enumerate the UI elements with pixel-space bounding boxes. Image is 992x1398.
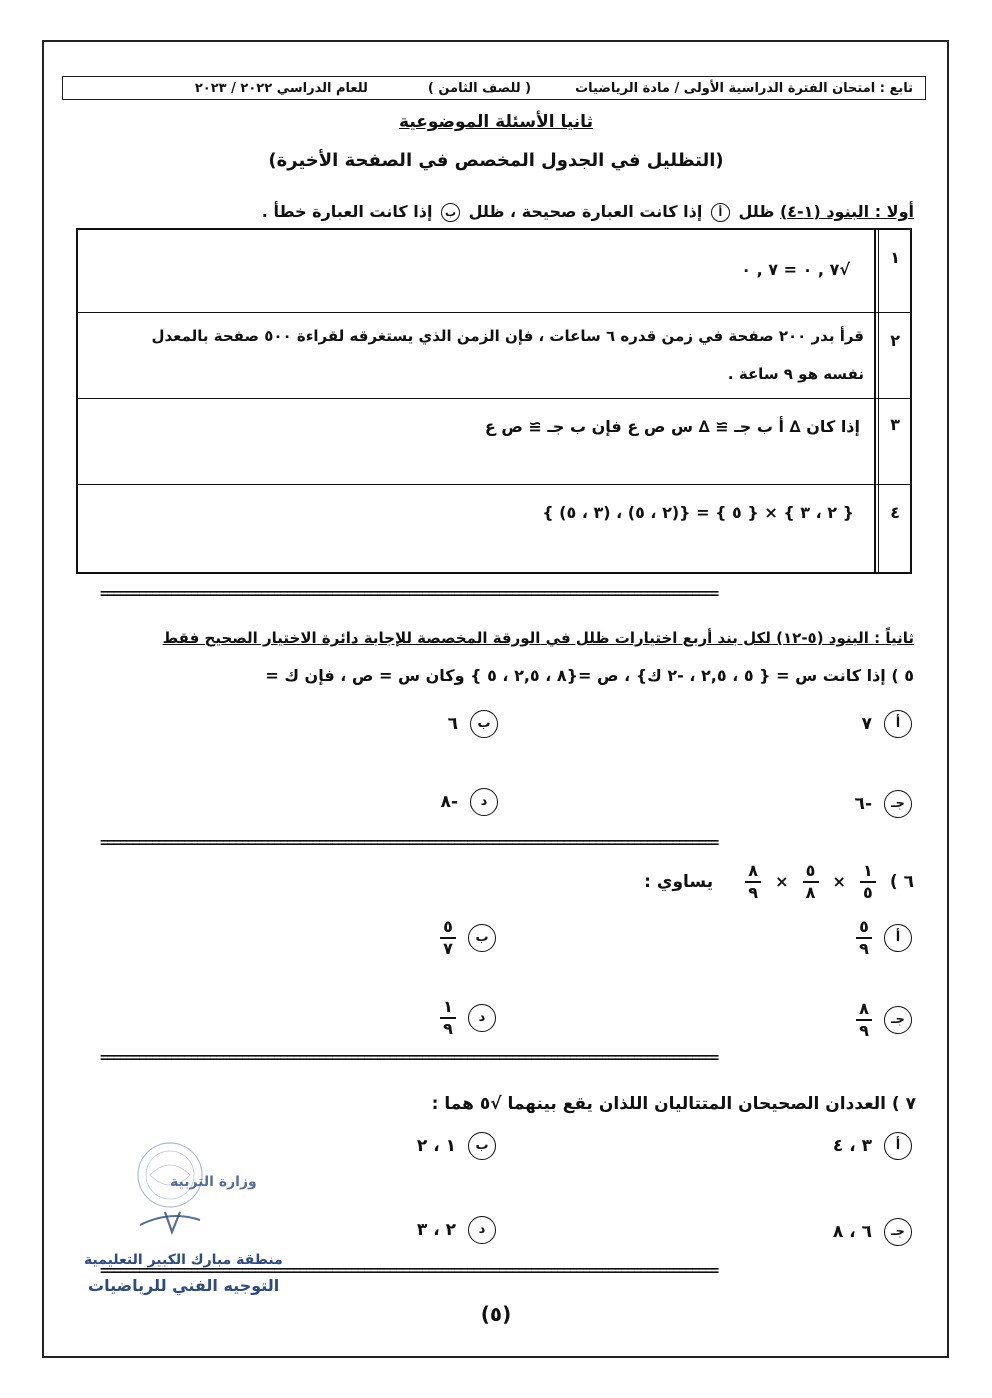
fraction xyxy=(745,862,761,902)
table-row xyxy=(78,230,910,312)
option-c-circle-icon[interactable]: جـ xyxy=(884,1006,912,1034)
fraction-denominator: ٥ xyxy=(863,882,873,902)
option-d-circle-icon[interactable]: د xyxy=(470,788,498,816)
fraction-numerator: ١ xyxy=(443,997,453,1016)
table-row xyxy=(78,312,910,398)
part2-instruction: ثانياً : البنود (٥-١٢) لكل بند أربع اختيارات ظلل في الورقة المخصصة للإجابة دائرة الاختيار الصحيح فقط xyxy=(162,629,914,647)
q6-option-c[interactable] xyxy=(856,1000,912,1040)
header-exam-title: تابع : امتحان الفترة الدراسية الأولى / مادة الرياضيات xyxy=(575,80,913,96)
header-year: للعام الدراسي ٢٠٢٢ / ٢٠٢٣ xyxy=(194,80,368,96)
fraction xyxy=(856,918,872,958)
times-sign: × xyxy=(832,872,846,892)
separator xyxy=(100,589,916,599)
fraction-numerator: ٥ xyxy=(805,861,816,880)
stamp-line1: منطقة مبارك الكبير التعليمية xyxy=(84,1252,283,1268)
times-sign: × xyxy=(775,872,789,892)
item-number: ٢ xyxy=(890,331,900,350)
circle-a-icon: أ xyxy=(711,203,730,222)
item-number: ١ xyxy=(890,248,900,267)
item-number: ٣ xyxy=(890,415,900,434)
true-false-table xyxy=(76,228,912,574)
q5-option-c[interactable] xyxy=(855,790,912,818)
q6-text xyxy=(644,862,914,902)
exam-header xyxy=(62,76,926,100)
item-text: √٧ , ٠ = ٧ , ٠ xyxy=(741,260,850,279)
fraction-denominator: ٩ xyxy=(443,1018,453,1038)
option-value: ٦ ، ٨ xyxy=(832,1222,872,1242)
q6-option-a[interactable] xyxy=(856,918,912,958)
fraction-numerator: ٥ xyxy=(859,917,869,936)
option-a-circle-icon[interactable]: أ xyxy=(884,1132,912,1160)
page-number: (٥) xyxy=(480,1302,512,1326)
option-d-circle-icon[interactable]: د xyxy=(468,1004,496,1032)
option-value: ٦ xyxy=(447,714,458,734)
fraction xyxy=(440,918,456,958)
q7-text: ٧ ) العددان الصحيحان المتتاليان اللذان يقع بينهما √٥ هما : xyxy=(431,1094,916,1114)
part1-text3: إذا كانت العبارة خطأ . xyxy=(261,202,433,221)
part1-text2: إذا كانت العبارة صحيحة ، ظلل xyxy=(468,202,703,221)
fraction xyxy=(856,1000,872,1040)
option-value: -٨ xyxy=(440,792,458,812)
option-value: ١ ، ٢ xyxy=(416,1136,456,1156)
part1-instruction xyxy=(262,202,914,222)
part1-lead: أولا : البنود (١-٤) xyxy=(779,202,914,221)
fraction-numerator: ٨ xyxy=(748,861,758,880)
option-d-circle-icon[interactable]: د xyxy=(468,1216,496,1244)
table-row xyxy=(78,484,910,574)
fraction-numerator: ٥ xyxy=(443,917,453,936)
fraction-denominator: ٧ xyxy=(443,938,453,958)
option-c-circle-icon[interactable]: جـ xyxy=(884,1218,912,1246)
item-number: ٤ xyxy=(890,503,900,522)
option-value: ٧ xyxy=(861,714,872,734)
separator xyxy=(100,838,916,848)
fraction xyxy=(440,998,456,1038)
fraction-numerator: ١ xyxy=(863,861,873,880)
option-value: ٢ ، ٣ xyxy=(416,1220,456,1240)
item-text: { ٢ ، ٣ } × { ٥ } = {(٢ ، ٥) ، (٣ ، ٥) } xyxy=(542,503,854,522)
option-b-circle-icon[interactable]: ب xyxy=(468,1132,496,1160)
option-a-circle-icon[interactable]: أ xyxy=(884,710,912,738)
q7-option-d[interactable] xyxy=(417,1216,496,1244)
separator xyxy=(100,1053,916,1063)
q7-option-b[interactable] xyxy=(417,1132,496,1160)
shading-note: (التظليل في الجدول المخصص في الصفحة الأخيرة) xyxy=(268,150,724,171)
fraction xyxy=(860,862,876,902)
option-b-circle-icon[interactable]: ب xyxy=(470,710,498,738)
stamp-ministry: وزارة التربية xyxy=(170,1174,257,1190)
part1-text1: ظلل xyxy=(738,202,775,221)
q6-number: ٦ ) xyxy=(889,871,914,892)
table-row xyxy=(78,398,910,484)
ministry-stamp xyxy=(84,1140,283,1300)
q6-suffix: يساوي : xyxy=(644,871,714,892)
item-text-line2: نفسه هو ٩ ساعة . xyxy=(727,365,864,383)
q5-option-b[interactable] xyxy=(448,710,498,738)
q6-option-b[interactable] xyxy=(440,918,496,958)
item-text-line1: قرأ بدر ٢٠٠ صفحة في زمن قدره ٦ ساعات ، فإن الزمن الذي يستغرقه لقراءة ٥٠٠ صفحة بالمعدل xyxy=(151,327,864,345)
q5-text: ٥ ) إذا كانت س = { ٥ ، ٢,٥ ، -٢ ك} ، ص ={٨ ، ٢,٥ ، ٥ } وكان س = ص ، فإن ك = xyxy=(265,666,914,685)
item-text: إذا كان ∆ أ ب جـ ≅ ∆ س ص ع فإن ب جـ ≅ ص ع xyxy=(484,417,860,436)
circle-b-icon: ب xyxy=(441,203,460,222)
option-c-circle-icon[interactable]: جـ xyxy=(884,790,912,818)
fraction-denominator: ٩ xyxy=(859,1020,869,1040)
fraction-denominator: ٩ xyxy=(859,938,869,958)
fraction xyxy=(803,862,819,902)
q7-option-c[interactable] xyxy=(833,1218,912,1246)
fraction-denominator: ٩ xyxy=(748,882,758,902)
q7-option-a[interactable] xyxy=(833,1132,912,1160)
stamp-line2: التوجيه الفني للرياضيات xyxy=(88,1276,280,1295)
q6-option-d[interactable] xyxy=(440,998,496,1038)
option-value: -٦ xyxy=(854,794,872,814)
fraction-numerator: ٨ xyxy=(859,999,869,1018)
section-title: ثانيا الأسئلة الموضوعية xyxy=(399,112,593,132)
option-b-circle-icon[interactable]: ب xyxy=(468,924,496,952)
header-grade: ( للصف الثامن ) xyxy=(427,80,532,96)
fraction-denominator: ٨ xyxy=(805,882,816,902)
option-a-circle-icon[interactable]: أ xyxy=(884,924,912,952)
q5-option-d[interactable] xyxy=(441,788,498,816)
q5-option-a[interactable] xyxy=(862,710,912,738)
option-value: ٣ ، ٤ xyxy=(832,1136,872,1156)
